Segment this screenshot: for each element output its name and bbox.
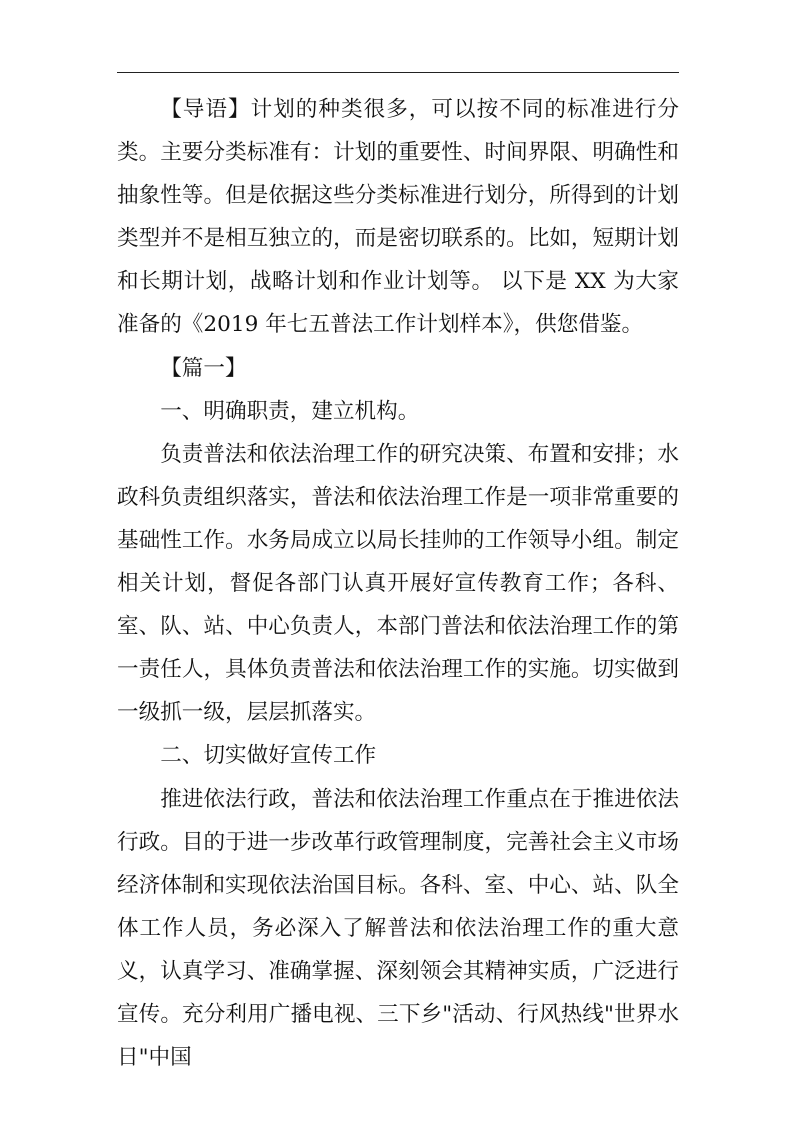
header-rule: [117, 72, 679, 73]
subheading-two: 二、切实做好宣传工作: [160, 743, 377, 769]
document-body: [117, 88, 679, 1079]
intro-paragraph: 【导语】计划的种类很多，可以按不同的标准进行分类。主要分类标准有：计划的重要性、时间界限、明确性和抽象性等。但是依据这些分类标准进行划分，所得到的计划类型并不是相互独立的，而是密切联系的。比如，短期计划和长期计划，战略计划和作业计划等。 以下是 XX 为大家准备的《2019 年七五普法工作计划样本》，供您借鉴。: [117, 97, 679, 338]
section-heading: 【篇一】: [160, 355, 247, 381]
subheading-one: 一、明确职责，建立机构。: [160, 398, 420, 424]
body-paragraph-two: 推进依法行政，普法和依法治理工作重点在于推进依法行政。目的于进一步改革行政管理制度，完善社会主义市场经济体制和实现依法治国目标。各科、室、中心、站、队全体工作人员，务必深入了解普法和依法治理工作的重大意义，认真学习、准确掌握、深刻领会其精神实质，广泛进行宣传。充分利用广播电视、三下乡"活动、行风热线"世界水日"中国: [117, 786, 679, 1071]
body-paragraph-one: 负责普法和依法治理工作的研究决策、布置和安排；水政科负责组织落实，普法和依法治理工作是一项非常重要的基础性工作。水务局成立以局长挂帅的工作领导小组。制定相关计划，督促各部门认真开展好宣传教育工作；各科、室、队、站、中心负责人，本部门普法和依法治理工作的第一责任人，具体负责普法和依法治理工作的实施。切实做到一级抓一级，层层抓落实。: [117, 441, 679, 726]
